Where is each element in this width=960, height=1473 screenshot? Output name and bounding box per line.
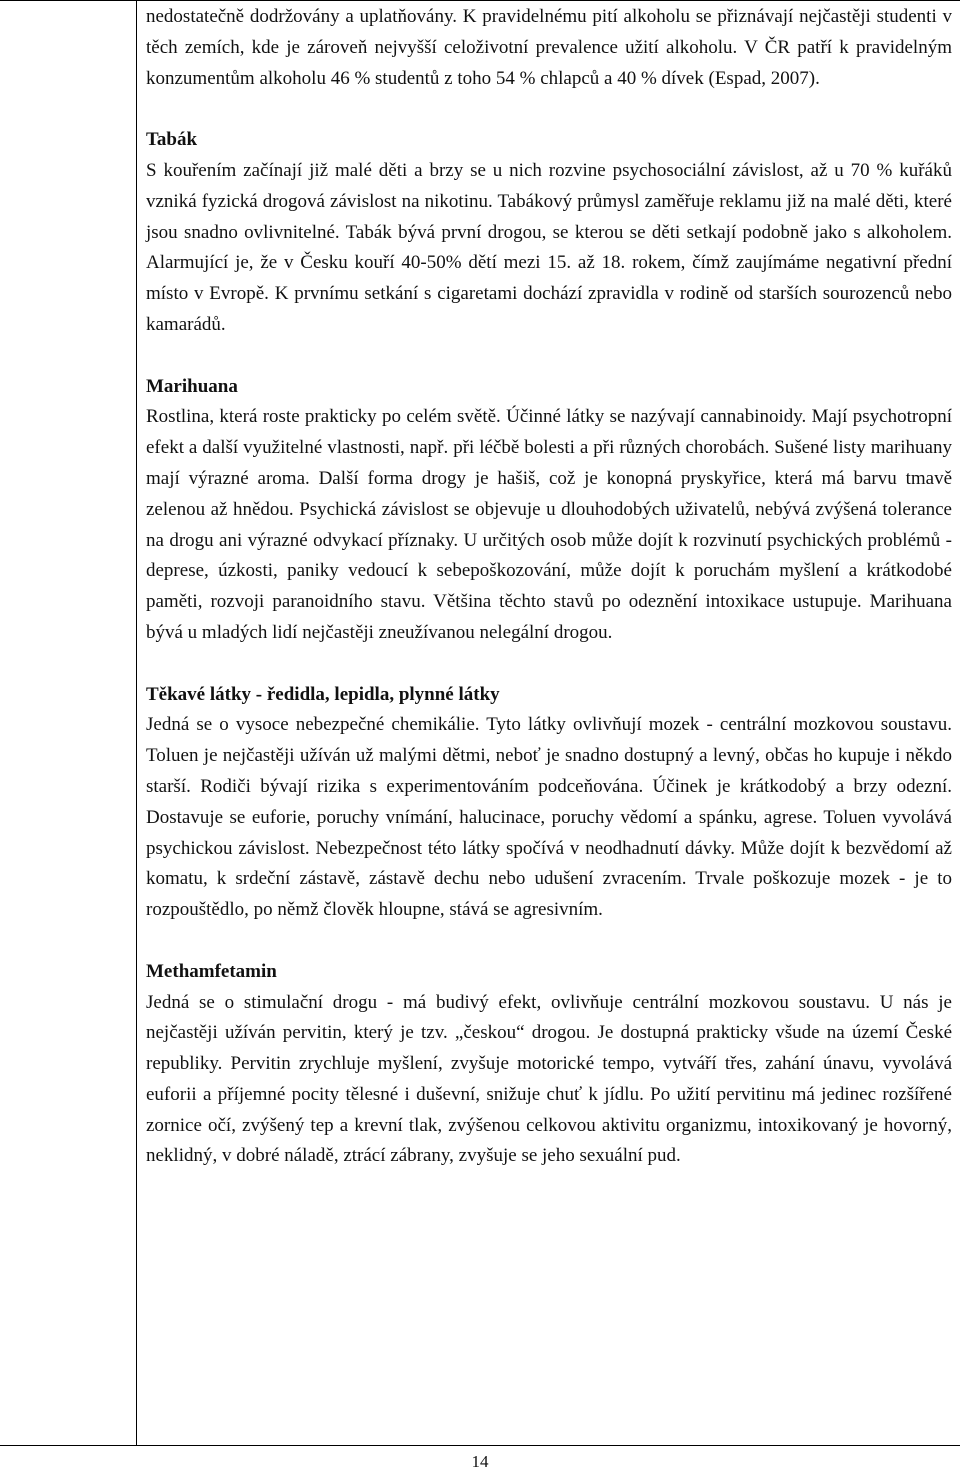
- section-tabak: [146, 125, 952, 341]
- section-heading: Těkavé látky - ředidla, lepidla, plynné látky: [146, 683, 500, 705]
- section-gap: [146, 341, 952, 372]
- page-frame-bottom-rule: [0, 1445, 960, 1446]
- section-tekave-latky: [146, 680, 952, 926]
- section-paragraph: S kouřením začínají již malé děti a brzy se u nich rozvine psychosociální závislost, až u 70 % kuřáků vzniká fyzická drogová závislost na nikotinu. Tabákový průmysl zaměřuje reklamu již na malé děti, které jsou snadno ovlivnitelné. Tabák bývá první drogou, se kterou se děti setkají podobně jako s alkoholem. Alarmující je, že v Česku kouří 40-50% dětí mezi 15. až 18. rokem, čímž zaujímáme negativní přední místo v Evropě. K prvnímu setkání s cigaretami dochází zpravidla v rodině od starších sourozenců nebo kamarádů.: [146, 159, 952, 335]
- section-heading: Tabák: [146, 129, 198, 151]
- section-marihuana: [146, 372, 952, 649]
- page-number: 14: [471, 1452, 489, 1471]
- section-paragraph: Jedná se o vysoce nebezpečné chemikálie. Tyto látky ovlivňují mozek - centrální mozkovou soustavu. Toluen je nejčastěji užíván už malými dětmi, neboť je snadno dostupný a levný, občas ho kupuje i někdo starší. Rodiči bývají rizika s experimentováním podceňována. Účinek je krátkodobý a brzy odezní. Dostavuje se euforie, poruchy vnímání, halucinace, poruchy vědomí a spánku, agrese. Toluen vyvolává psychickou závislost. Nebezpečnost této látky spočívá v neodhadnutí dávky. Může dojít k bezvědomí až komatu, k srdeční zástavě, zástavě dechu nebo udušení zvracením. Trvale poškozuje mozek - je to rozpouštědlo, po němž člověk hloupne, stává se agresivním.: [146, 714, 952, 921]
- page-frame-top-rule: [0, 0, 960, 1]
- section-gap: [146, 926, 952, 957]
- section-paragraph: Rostlina, která roste prakticky po celém světě. Účinné látky se nazývají cannabinoidy. Mají psychotropní efekt a další využitelné vlastnosti, např. při léčbě bolesti a při různých chorobách. Sušené listy marihuany mají výrazné aroma. Další forma drogy je hašiš, což je konopná pryskyřice, která má barvu tmavě zelenou až hnědou. Psychická závislost se objevuje u dlouhodobých uživatelů, nebývá zvýšená tolerance na drogu ani výrazné odvykací příznaky. U určitých osob může dojít k rozvinutí psychických problémů - deprese, úzkosti, paniky vedoucí k sebepoškozování, může dojít k poruchám myšlení a krátkodobé paměti, rozvoji paranoidního stavu. Většina těchto stavů po odeznění intoxikace ustupuje. Marihuana bývá u mladých lidí nejčastěji zneužívanou nelegální drogou.: [146, 406, 952, 643]
- section-methamfetamin: [146, 957, 952, 1173]
- section-paragraph: Jedná se o stimulační drogu - má budivý efekt, ovlivňuje centrální mozkovou soustavu. U nás je nejčastěji užíván pervitin, který je tzv. „českou“ drogou. Je dostupná prakticky všude na území České republiky. Pervitin zrychluje myšlení, zvyšuje motorické tempo, vytváří třes, zahání únavu, vyvolává euforii a příjemné pocity tělesné i duševní, snižuje chuť k jídlu. Po užití pervitinu má jedinec rozšířené zornice očí, zvýšený tep a krevní tlak, zvýšenou celkovou aktivitu organizmu, intoxikovaný je hovorný, neklidný, v dobré náladě, ztrácí zábrany, zvyšuje se jeho sexuální pud.: [146, 991, 952, 1167]
- document-body: [146, 2, 952, 1172]
- section-gap: [146, 649, 952, 680]
- intro-paragraph: nedostatečně dodržovány a uplatňovány. K pravidelnému pití alkoholu se přiznávají nejčastěji studenti v těch zemích, kde je zároveň nejvyšší celoživotní prevalence užití alkoholu. V ČR patří k pravidelným konzumentům alkoholu 46 % studentů z toho 54 % chlapců a 40 % dívek (Espad, 2007).: [146, 6, 952, 89]
- section-heading: Marihuana: [146, 375, 238, 397]
- section-gap: [146, 94, 952, 125]
- page-frame-left-column: [0, 0, 137, 1445]
- section-heading: Methamfetamin: [146, 960, 277, 982]
